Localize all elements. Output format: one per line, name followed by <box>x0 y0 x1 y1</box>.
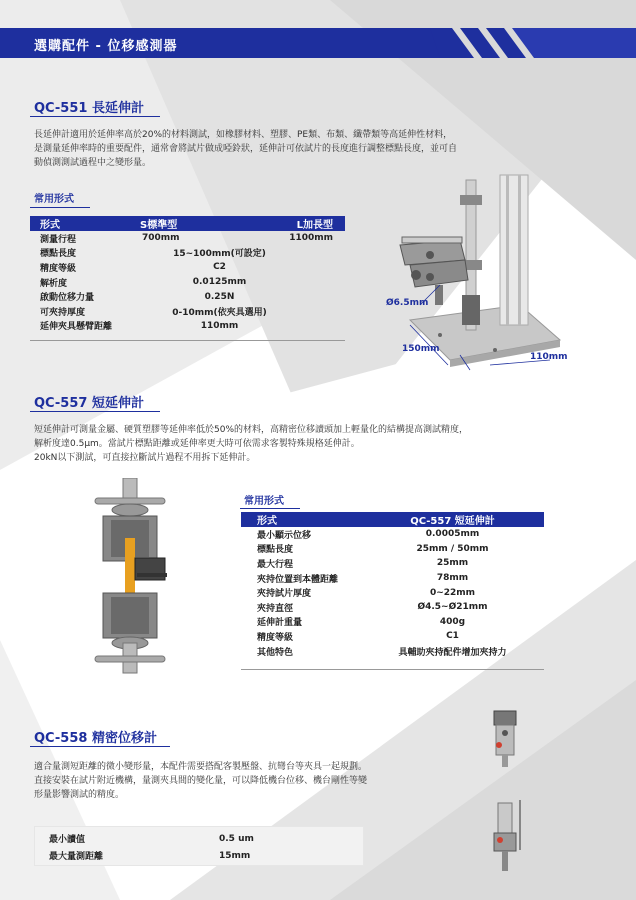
qc557-table-header <box>241 512 544 527</box>
row-label: 最小顯示位移 <box>257 530 312 541</box>
row-value: 15~100mm(可設定) <box>173 249 266 260</box>
row-value: C2 <box>213 262 226 273</box>
row-label: 延伸計重量 <box>257 618 303 629</box>
short-extensometer-image <box>75 478 185 678</box>
qc551-desc-line: 是測量延伸率時的重要配件，通常會將試片做成啞鈴狀，延伸計可依試片的長度進行調整標點長度，並可自 <box>34 144 458 154</box>
row-label: 最大行程 <box>257 559 294 570</box>
table-row <box>241 585 544 600</box>
table-row <box>35 830 363 847</box>
table-row <box>241 571 544 586</box>
banner-chevrons <box>430 28 636 58</box>
table-row <box>241 527 544 542</box>
row-label: 最大量測距離 <box>49 852 104 862</box>
qc551-desc-line: 動偵測測試過程中之變形量。 <box>34 158 152 168</box>
qc558-description <box>34 760 464 802</box>
row-value: 0.0125mm <box>192 277 247 288</box>
qc551-subtitle: 常用形式 <box>34 194 74 205</box>
table-row <box>241 600 544 615</box>
table-row <box>241 629 544 644</box>
row-label: 延伸夾具懸臂距離 <box>40 322 113 333</box>
qc558-desc-line: 直接安裝在試片附近機構，量測夾具間的變化量，可以降低機台位移、機台剛性等變 <box>34 776 368 786</box>
qc557-desc-line: 短延伸計可測量金屬、硬質塑膠等延伸率低於50%的材料，高精密位移讀頭加上輕量化的結構提高測試精度， <box>34 425 469 435</box>
qc557-table-bottom-line <box>241 669 544 670</box>
qc551-description <box>34 128 594 170</box>
row-label: 最小讀值 <box>49 835 86 845</box>
dimension-width: 110mm <box>530 352 568 362</box>
qc557-desc-line: 解析度達0.5μm。當試片標點距離或延伸率更大時可依需求客製特殊規格延伸計。 <box>34 439 360 449</box>
table-row <box>30 319 345 334</box>
row-value: 400g <box>439 616 466 627</box>
row-label: 精度等級 <box>257 632 294 643</box>
row-label: 其他特色 <box>257 647 294 658</box>
table-row <box>30 246 345 261</box>
qc551-subtitle-underline <box>30 207 90 208</box>
header-cell: L加長型 <box>296 220 333 231</box>
table-row <box>30 289 345 304</box>
qc551-title: QC-551 長延伸計 <box>34 101 144 116</box>
qc551-spec-table <box>30 216 345 333</box>
row-label: 可夾持厚度 <box>40 307 86 318</box>
displacement-gauge-image <box>480 705 530 880</box>
qc557-subtitle-underline <box>240 508 300 509</box>
row-value: 具輔助夾持配件增加夾持力 <box>398 647 507 658</box>
header-cell: QC-557 短延伸計 <box>410 516 495 527</box>
table-row <box>30 304 345 319</box>
table-row <box>241 556 544 571</box>
row-value: 1100mm <box>289 233 333 244</box>
row-value: 0.25N <box>204 291 235 302</box>
qc557-description <box>34 423 604 465</box>
qc557-subtitle: 常用形式 <box>244 496 284 507</box>
row-value: 25mm / 50mm <box>416 543 489 554</box>
row-label: 夾持位置到本體距離 <box>257 574 339 585</box>
qc551-title-underline <box>30 116 160 117</box>
qc557-spec-table <box>241 512 544 658</box>
row-label: 啟動位移力量 <box>40 293 95 304</box>
row-value: 25mm <box>436 558 469 569</box>
qc558-title: QC-558 精密位移計 <box>34 731 157 746</box>
qc551-table-header <box>30 216 345 231</box>
qc557-title: QC-557 短延伸計 <box>34 396 144 411</box>
row-value: 110mm <box>200 320 239 331</box>
row-label: 精度等級 <box>40 263 77 274</box>
row-label: 解析度 <box>40 278 68 289</box>
table-row <box>241 615 544 630</box>
qc558-spec-table <box>35 830 363 864</box>
qc551-desc-line: 長延伸計適用於延伸率高於20%的材料測試，如橡膠材料、塑膠、PE類、布類、纖帶類等高延伸性材料， <box>34 130 453 140</box>
header-cell: S標準型 <box>140 220 178 231</box>
section-banner: 選購配件 - 位移感測器 <box>0 28 440 58</box>
dimension-diameter: Ø6.5mm <box>386 298 429 308</box>
qc558-desc-line: 形量影響測試的精度。 <box>34 790 125 800</box>
row-value: 78mm <box>436 573 469 584</box>
row-value: 0.0005mm <box>425 529 480 540</box>
table-row <box>30 275 345 290</box>
qc551-table-bottom-line <box>30 340 345 341</box>
qc558-title-underline <box>30 746 170 747</box>
table-row <box>30 231 345 246</box>
row-value: 0.5 um <box>219 833 254 844</box>
header-cell: 形式 <box>257 516 277 527</box>
row-label: 夾持直徑 <box>257 603 294 614</box>
table-row <box>241 542 544 557</box>
row-value: Ø4.5~Ø21mm <box>417 602 488 613</box>
row-label: 標點長度 <box>40 249 77 260</box>
row-label: 夾持試片厚度 <box>257 589 312 600</box>
row-value: 0~22mm <box>429 587 476 598</box>
header-cell: 形式 <box>40 220 60 231</box>
qc557-desc-line: 20kN以下測試，可直接拉斷試片過程不用拆下延伸計。 <box>34 453 256 463</box>
row-value: 700mm <box>142 233 180 244</box>
row-value: 15mm <box>219 850 251 861</box>
dimension-depth: 150mm <box>402 344 440 354</box>
row-label: 標點長度 <box>257 545 294 556</box>
table-row <box>30 260 345 275</box>
qc557-title-underline <box>30 411 160 412</box>
qc558-spec-box <box>34 826 364 866</box>
row-value: C1 <box>446 631 459 642</box>
table-row <box>35 847 363 864</box>
row-value: 0-10mm(依夾具選用) <box>172 307 267 318</box>
row-label: 測量行程 <box>40 234 77 245</box>
table-row <box>241 644 544 659</box>
qc558-desc-line: 適合量測短距離的微小變形量，本配件需要搭配客製壓盤、抗彎台等夾具一起規劃。 <box>34 762 368 772</box>
